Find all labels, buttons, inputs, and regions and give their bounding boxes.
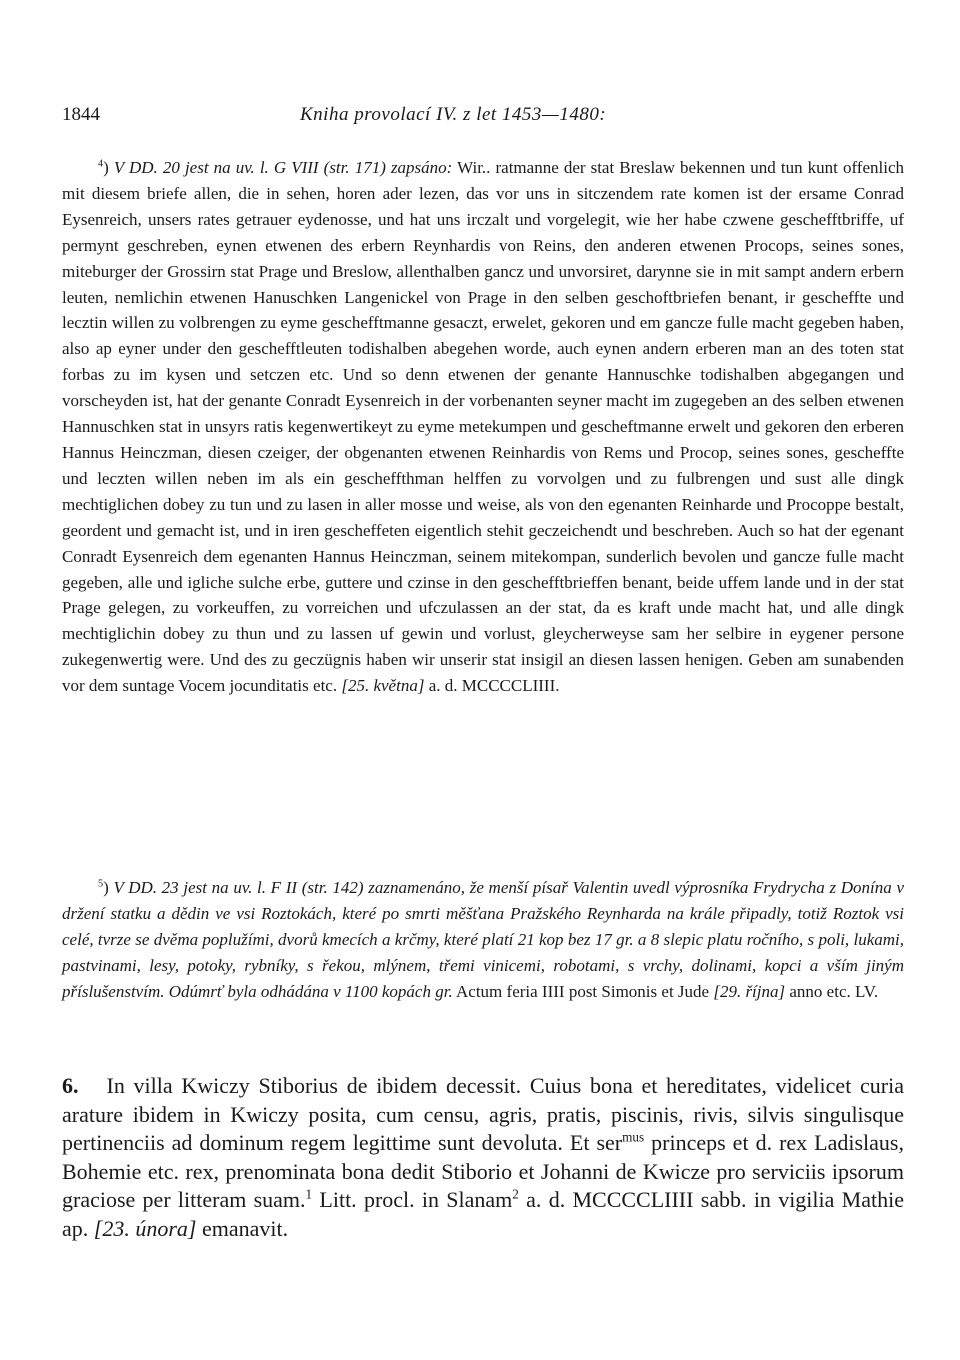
entry-body: princeps et d. rex Ladislaus, Bohemie etc. rex, prenominata bona dedit Stiborio et Johanni de Kwicze pro serviciis ipsorum graciose per litteram suam. [62, 1130, 904, 1212]
footnote-marker: 5 [98, 878, 104, 890]
entry-body: Litt. procl. in Slanam [312, 1187, 513, 1212]
footnote-body-end: a. d. MCCCCLIIII. [424, 676, 560, 696]
superscript: mus [622, 1129, 645, 1145]
page-header [62, 104, 904, 128]
footnote-ref: 2 [512, 1186, 519, 1202]
footnote-intro: V DD. 20 jest na uv. l. G VIII (str. 171) zapsáno: [113, 158, 453, 177]
entry-body-end: emanavit. [196, 1215, 289, 1241]
footnote-marker: 4 [98, 158, 104, 170]
date-note: [29. října] [713, 981, 786, 1001]
entry-6-text [62, 1072, 904, 1243]
date-note: [25. května] [341, 676, 425, 696]
entry-number: 6. [62, 1073, 79, 1098]
footnote-5-text: $^5$) V DD. 23 jest na uv. l. F II (str. 142) zaznamenáno, že menší písař Valentin uvedl výprosníka Frydrycha z Donína v držení statku a dědin ve vsi Roztokách, které po smrti měšťana Pražského Reynharda na krále připadly, totiž Roztok vsi celé, tvrze se dvěma poplužími, dvorů kmecích a krčmy, které platí 21 kop bez 17 gr. a 8 slepic platu ročního, s poli, lukami, pastvinami, lesy, potoky, rybníky, s řekou, mlýnem, třemi vinicemi, robotami, s vrchy, dolinami, kopci a vším jiným příslušenstvím. Odúmrť byla odhádána v 1100 kopách gr. Actum feria IIII post Simonis et Jude [29. října] anno etc. LV. [62, 878, 904, 1001]
footnote-intro: V DD. 23 jest na uv. l. F II (str. 142) zaznamenáno, že menší písař Valentin uvedl výprosníka Frydrycha z Donína v držení statku a dědin ve vsi Roztokách, které po smrti měšťana Pražského Reynharda na krále připadly, totiž Roztok vsi celé, tvrze se dvěma poplužími, dvorů kmecích a krčmy, které platí 21 kop bez 17 gr. a 8 slepic platu ročního, s poli, lukami, pastvinami, lesy, potoky, rybníky, s řekou, mlýnem, třemi vinicemi, robotami, s vrchy, dolinami, kopci a vším jiným příslušenstvím. Odúmrť byla odhádána v 1100 kopách gr. [62, 878, 904, 1001]
running-title: Kniha provolací IV. z let 1453—1480: [300, 104, 607, 125]
entry-6 [62, 1072, 904, 1243]
entry-body: In villa Kwiczy Stiborius de ibidem decessit. Cuius bona et hereditates, videlicet curia arature ibidem in Kwiczy posita, cum censu, agris, pratis, piscinis, rivis, silvis singulisque pertinenciis ad dominum regem legittime sunt devoluta. Et ser [62, 1073, 904, 1155]
footnote-ref: 1 [305, 1186, 313, 1202]
entry-body: a. d. MCCCCLIIII sabb. in vigilia Mathie ap. [62, 1187, 904, 1241]
date-note: [23. února] [93, 1215, 197, 1241]
footnote-4 [62, 155, 904, 699]
footnote-4-text: $^4$) V DD. 20 jest na uv. l. G VIII (str. 171) zapsáno: Wir.. ratmanne der stat Breslaw bekennen und tun kunt offenlich mit diesem briefe allen, die in sehen, horen ader lezen, das vor uns in sitczendem rate komen ist der ersame Conrad Eysenreich, unsers rates getrauer eydenosse, und hat uns irczalt und vorgelegit, wie her habe czwene geschefftbriffe, uf permynt geschreben, eynen etwenen des erbern Reynhardis von Reins, den anderen etwenen Procops, seines sones, miteburger der Grossirn stat Prage und Breslow, allenthalben gancz und unvorsiret, darynne sie in mit sampt andern erbern leuten, nemlichin etwenen Hanuschken Langenickel von Prage in den selben geschoftbriefen benant, ir gescheffte und lecztin willen zu volbrengen zu eyme geschefftmanne gesaczt, erwelet, gekoren und em gancze fulle macht gegeben haben, also ap eyner under den geschefftleuten todishalben abegehen worde, auch eynen andern erberen man an des toten stat forbas zu im kysen und setczen etc. Und so denn etwenen der genante Hannuschke todishalben abgegangen und vorscheyden ist, hat der genante Conradt Eysenreich in der vorbenanten seyner macht im zugegeben an des selben etwenen Hannuschken stat in unsyrs ratis kegenwertikeyt zu eyme metekumpen und gescheftmanne erwelt und gekoren den erberen Hannus Heinczman, diesen czeiger, der obgenanten etwenen Reinhardis von Rems und Procop, seines sones, gescheffte und leczten willen neben im als ein gescheffthman helffen zu vorvolgen und zu fulbrengen und sust alle dingk mechtiglichen dobey zu tun und zu lasen in aller mosse und weise, als von den egenanten Reinharde und Procoppe bestalt, geordent und gemacht ist, und in iren gescheffeten eigentlich stehit geczeichendt und beschreben. Auch so hat der egenant Conradt Eysenreich dem egenanten Hannus Heinczman, seinem mitekompan, sunderlich bevolen und gancze fulle macht gegeben, alle und igliche sulche erbe, guttere und czinse in den geschefftbrieffen benant, beide uffem lande und in der stat Prage gelegen, zu vorkeuffen, zu vorreichen und ufczulassen an der stat, da es kraft unde macht hat, und alle dingk mechtiglichin dobey zu thun und zu lassen uf gewin und vorlust, gleycherweyse sam her selbire in eygener persone zukegenwertig were. Und des zu geczügnis haben wir unserir stat insigil an diesen lassen henigen. Geben am sunabenden vor dem suntage Vocem jocunditatis etc. [25. května] a. d. MCCCCLIIII. [62, 158, 904, 696]
footnote-body: Wir.. ratmanne der stat Breslaw bekennen und tun kunt offenlich mit diesem briefe allen, die in sehen, horen ader lezen, das vor uns in sitczendem rate komen ist der ersame Conrad Eysenreich, unsers rates getrauer eydenosse, und hat uns irczalt und vorgelegit, wie her habe czwene geschefftbriffe, uf permynt geschreben, eynen etwenen des erbern Reynhardis von Reins, den anderen etwenen Procops, seines sones, miteburger der Grossirn stat Prage und Breslow, allenthalben gancz und unvorsiret, darynne sie in mit sampt andern erbern leuten, nemlichin etwenen Hanuschken Langenickel von Prage in den selben geschoftbriefen benant, ir gescheffte und lecztin willen zu volbrengen zu eyme geschefftmanne gesaczt, erwelet, gekoren und em gancze fulle macht gegeben haben, also ap eyner under den geschefftleuten todishalben abegehen worde, auch eynen andern erberen man an des toten stat forbas zu im kysen und setczen etc. Und so denn etwenen der genante Hannuschke todishalben abgegangen und vorscheyden ist, hat der genante Conradt Eysenreich in der vorbenanten seyner macht im zugegeben an des selben etwenen Hannuschken stat in unsyrs ratis kegenwertikeyt zu eyme metekumpen und gescheftmanne erwelt und gekoren den erberen Hannus Heinczman, diesen czeiger, der obgenanten etwenen Reinhardis von Rems und Procop, seines sones, gescheffte und leczten willen neben im als ein gescheffthman helffen zu vorvolgen und zu fulbrengen und sust alle dingk mechtiglichen dobey zu tun und zu lasen in aller mosse und weise, als von den egenanten Reinharde und Procoppe bestalt, geordent und gemacht ist, und in iren gescheffeten eigentlich stehit geczeichendt und beschreben. Auch so hat der egenant Conradt Eysenreich dem egenanten Hannus Heinczman, seinem mitekompan, sunderlich bevolen und gancze fulle macht gegeben, alle und igliche sulche erbe, guttere und czinse in den geschefftbrieffen benant, beide uffem lande und in der stat Prage gelegen, zu vorkeuffen, zu vorreichen und ufczulassen an der stat, da es kraft unde macht hat, und alle dingk mechtiglichin dobey zu thun und zu lassen uf gewin und vorlust, gleycherweyse sam her selbire in eygener persone zukegenwertig were. Und des zu geczügnis haben wir unserir stat insigil an diesen lassen henigen. Geben am sunabenden vor dem suntage Vocem jocunditatis etc. [62, 158, 904, 696]
footnote-body-end: anno etc. LV. [785, 981, 879, 1001]
footnote-body: Actum feria IIII post Simonis et Jude [452, 981, 714, 1001]
footnote-5 [62, 875, 904, 1005]
page-number: 1844 [62, 104, 100, 125]
